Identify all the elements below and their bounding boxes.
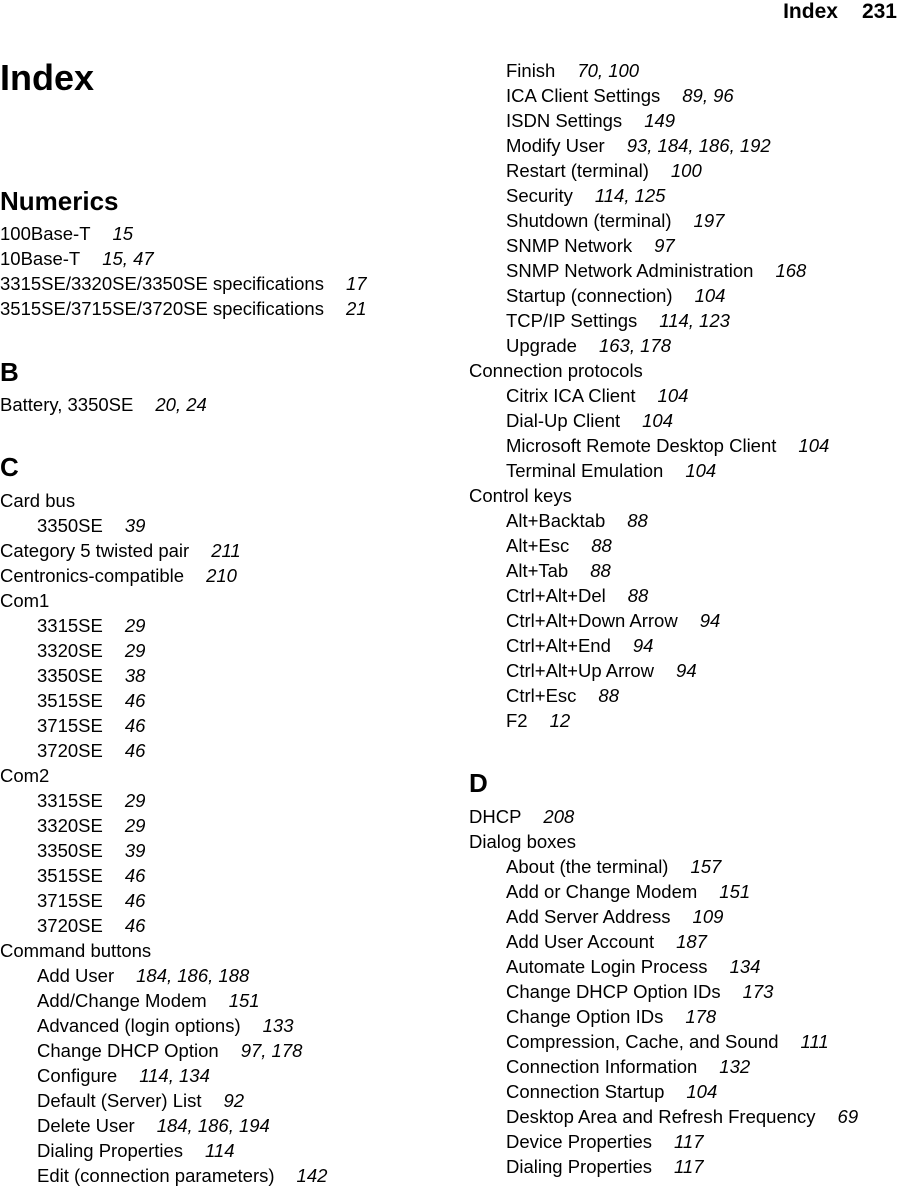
index-entry: Centronics-compatible 210 [0, 565, 237, 586]
index-subentry: Edit (connection parameters) 142 [37, 1165, 328, 1186]
index-subentry: Security 114, 125 [506, 185, 666, 206]
header-page-number: 231 [861, 0, 897, 23]
index-subentry: 3515SE 46 [37, 865, 146, 886]
index-subentry: 3350SE 38 [37, 665, 146, 686]
index-entry: Com1 [0, 590, 50, 611]
running-header [783, 0, 897, 24]
index-subentry: 3320SE 29 [37, 640, 146, 661]
index-subentry: ISDN Settings 149 [506, 110, 676, 131]
index-subentry: Connection Information 132 [506, 1056, 751, 1077]
index-subentry: Dialing Properties 114 [37, 1140, 235, 1161]
index-subentry: Device Properties 117 [506, 1131, 704, 1152]
index-subentry: Add Server Address 109 [506, 906, 724, 927]
index-subentry: Automate Login Process 134 [506, 956, 761, 977]
index-subentry: 3315SE 29 [37, 615, 146, 636]
index-subentry: Add User 184, 186, 188 [37, 965, 250, 986]
index-subentry: Ctrl+Alt+Up Arrow 94 [506, 660, 697, 681]
index-subentry: Alt+Esc 88 [506, 535, 612, 556]
page-title: Index [0, 57, 95, 98]
section-heading-b: B [0, 357, 19, 387]
index-subentry: Advanced (login options) 133 [37, 1015, 294, 1036]
index-subentry: Shutdown (terminal) 197 [506, 210, 725, 231]
index-entry: DHCP 208 [469, 806, 575, 827]
index-subentry: Alt+Backtab 88 [506, 510, 648, 531]
index-subentry: 3715SE 46 [37, 715, 146, 736]
index-subentry: Microsoft Remote Desktop Client 104 [506, 435, 830, 456]
index-subentry: 3350SE 39 [37, 515, 146, 536]
index-subentry: Change DHCP Option IDs 173 [506, 981, 774, 1002]
section-heading-numerics: Numerics [0, 186, 119, 216]
index-entry: Card bus [0, 490, 76, 511]
section-heading-d: D [469, 768, 488, 798]
index-subentry: Add/Change Modem 151 [37, 990, 260, 1011]
index-subentry: F2 12 [506, 710, 571, 731]
index-entry: Battery, 3350SE 20, 24 [0, 394, 207, 415]
index-subentry: Dialing Properties 117 [506, 1156, 704, 1177]
index-subentry: 3515SE 46 [37, 690, 146, 711]
index-entry: 3515SE/3715SE/3720SE specifications 21 [0, 298, 367, 319]
index-subentry: SNMP Network Administration 168 [506, 260, 807, 281]
index-entry: Dialog boxes [469, 831, 576, 852]
index-entry: Control keys [469, 485, 572, 506]
index-entry: Com2 [0, 765, 50, 786]
index-subentry: Delete User 184, 186, 194 [37, 1115, 270, 1136]
index-subentry: Restart (terminal) 100 [506, 160, 702, 181]
index-subentry: ICA Client Settings 89, 96 [506, 85, 734, 106]
index-subentry: Change DHCP Option 97, 178 [37, 1040, 303, 1061]
index-subentry: Add User Account 187 [506, 931, 707, 952]
section-heading-c: C [0, 452, 19, 482]
index-subentry: 3720SE 46 [37, 740, 146, 761]
index-subentry: 3320SE 29 [37, 815, 146, 836]
index-subentry: Dial-Up Client 104 [506, 410, 673, 431]
index-entry: Connection protocols [469, 360, 643, 381]
index-subentry: Desktop Area and Refresh Frequency 69 [506, 1106, 859, 1127]
index-subentry: Upgrade 163, 178 [506, 335, 671, 356]
index-subentry: About (the terminal) 157 [506, 856, 722, 877]
index-entry: 100Base-T 15 [0, 223, 134, 244]
index-subentry: Ctrl+Alt+Down Arrow 94 [506, 610, 721, 631]
index-subentry: Finish 70, 100 [506, 60, 640, 81]
index-subentry: Alt+Tab 88 [506, 560, 611, 581]
index-subentry: Citrix ICA Client 104 [506, 385, 689, 406]
index-subentry: 3720SE 46 [37, 915, 146, 936]
index-entry: 10Base-T 15, 47 [0, 248, 154, 269]
index-subentry: Ctrl+Alt+End 94 [506, 635, 654, 656]
index-subentry: Default (Server) List 92 [37, 1090, 245, 1111]
index-subentry: Add or Change Modem 151 [506, 881, 751, 902]
index-subentry: Configure 114, 134 [37, 1065, 210, 1086]
index-subentry: Ctrl+Esc 88 [506, 685, 619, 706]
index-subentry: Startup (connection) 104 [506, 285, 726, 306]
index-entry: Category 5 twisted pair 211 [0, 540, 241, 561]
index-subentry: Compression, Cache, and Sound 111 [506, 1031, 829, 1052]
index-entry: 3315SE/3320SE/3350SE specifications 17 [0, 273, 367, 294]
index-subentry: Ctrl+Alt+Del 88 [506, 585, 649, 606]
index-subentry: 3315SE 29 [37, 790, 146, 811]
index-subentry: 3350SE 39 [37, 840, 146, 861]
index-entry: Command buttons [0, 940, 152, 961]
index-subentry: TCP/IP Settings 114, 123 [506, 310, 730, 331]
header-section: Index [783, 0, 838, 23]
index-subentry: Modify User 93, 184, 186, 192 [506, 135, 771, 156]
index-subentry: 3715SE 46 [37, 890, 146, 911]
index-subentry: SNMP Network 97 [506, 235, 675, 256]
index-subentry: Change Option IDs 178 [506, 1006, 717, 1027]
index-subentry: Terminal Emulation 104 [506, 460, 717, 481]
index-subentry: Connection Startup 104 [506, 1081, 718, 1102]
